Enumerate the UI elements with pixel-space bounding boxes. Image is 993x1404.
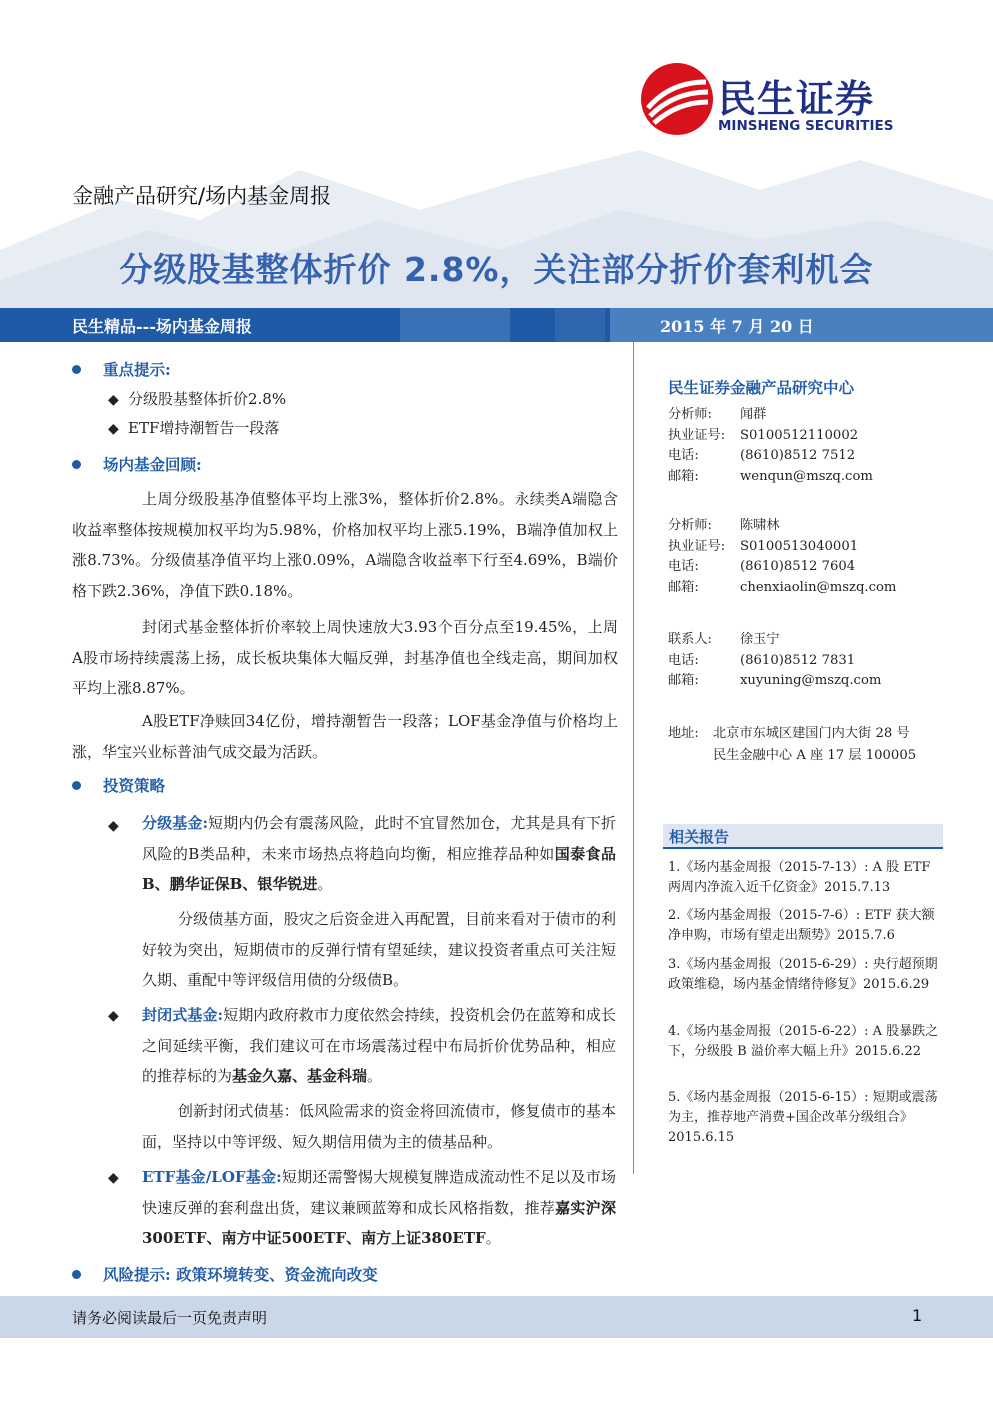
highlights-heading: 重点提示: <box>72 358 171 380</box>
related-report-item[interactable]: 1.《场内基金周报（2015-7-13）: A 股 ETF 两周内净流入近千亿资金》2015.7.13 <box>668 860 931 895</box>
analyst-email[interactable]: chenxiaolin@mszq.com <box>740 579 897 595</box>
disclaimer-note: 请务必阅读最后一页免责声明 <box>72 1309 268 1327</box>
strategy-etf-lof: ETF基金/LOF基金:短期还需警惕大规模复牌造成流动性不足以及市场快速反弹的套利盘出货，建议兼顾蓝筹和成长风格指数，推荐嘉实沪深300ETF、南方中证500ETF、南方上证380ETF。 <box>142 1168 616 1247</box>
diamond-bullet-icon: ◆ <box>108 421 119 437</box>
review-heading: 场内基金回顾: <box>72 453 202 475</box>
report-title: 分级股基整体折价 2.8%，关注部分折价套利机会 <box>119 250 874 289</box>
analyst-email[interactable]: wenqun@mszq.com <box>740 468 873 484</box>
review-paragraph-2: 封闭式基金整体折价率较上周快速放大3.93个百分点至19.45%，上周A股市场持续震荡上扬，成长板块集体大幅反弹，封基净值也全线走高，期间加权平均上涨8.87%。 <box>72 618 618 697</box>
page-number: 1 <box>912 1306 923 1325</box>
banner-series: 民生精品---场内基金周报 <box>72 317 252 336</box>
review-paragraph-1: 上周分级股基净值整体平均上涨3%，整体折价2.8%。永续类A端隐含收益率整体按规模加权平均为5.98%，价格加权平均上涨5.19%，B端净值加权上涨8.73%。分级债基净值平均上涨0.09%，A端隐含收益率下行至4.69%，B端价格下跌2.36%，净值下跌0.18%。 <box>72 490 618 600</box>
diamond-bullet-icon: ◆ <box>108 392 119 408</box>
page-footer <box>0 1296 993 1338</box>
strategy-graded-funds: 分级基金:短期内仍会有震荡风险，此时不宜冒然加仓，尤其是具有下折风险的B类品种，未来市场热点将趋向均衡，相应推荐品种如国泰食品B、鹏华证保B、银华锐进。 <box>142 814 616 893</box>
related-report-item[interactable]: 2.《场内基金周报（2015-7-6）: ETF 获大额净申购，市场有望走出颓势》2015.7.6 <box>668 908 935 943</box>
brand-name-cn: 民生证券 <box>718 77 875 121</box>
research-center: 民生证券金融产品研究中心 <box>668 378 855 397</box>
bullet-icon <box>72 1270 81 1279</box>
office-address: 地址: 北京市东城区建国门内大街 28 号 民生金融中心 A 座 17 层 100005 <box>668 726 917 763</box>
brand-name-en: MINSHENG SECURITIES <box>718 118 894 134</box>
related-report-item[interactable]: 4.《场内基金周报（2015-6-22）: A 股暴跌之下，分级股 B 溢价率大幅上升》2015.6.22 <box>668 1024 939 1059</box>
strategy-closed-bond-funds: 创新封闭式债基：低风险需求的资金将回流债市，修复债市的基本面，坚持以中等评级、短久期信用债为主的债基品种。 <box>142 1102 616 1151</box>
diamond-bullet-icon: ◆ <box>108 1170 119 1186</box>
diamond-bullet-icon: ◆ <box>108 1008 119 1024</box>
contact-email[interactable]: xuyuning@mszq.com <box>740 673 882 688</box>
logo-emblem-icon <box>640 62 714 136</box>
brand-logo <box>640 62 930 142</box>
diamond-bullet-icon: ◆ <box>108 818 119 834</box>
strategy-closed-funds: 封闭式基金:短期内政府救市力度依然会持续，投资机会仍在蓝筹和成长之间延续平衡，我们建议可在市场震荡过程中布局折价优势品种，相应的推荐标的为基金久嘉、基金科瑞。 <box>142 1006 616 1085</box>
strategy-graded-bond-funds: 分级债基方面，股灾之后资金进入再配置，目前来看对于债市的利好较为突出，短期债市的反弹行情有望延续，建议投资者重点可关注短久期、重配中等评级信用债的分级债B。 <box>142 910 616 989</box>
bullet-icon <box>72 781 81 790</box>
highlight-item: ◆ 分级股基整体折价2.8% <box>108 390 287 408</box>
related-report-item[interactable]: 3.《场内基金周报（2015-6-29）: 央行超预期政策维稳，场内基金情绪待修复》2015.6.29 <box>668 957 938 992</box>
report-date: 2015 年 7 月 20 日 <box>660 317 814 336</box>
bullet-icon <box>72 460 81 469</box>
report-category: 金融产品研究/场内基金周报 <box>72 184 332 208</box>
review-paragraph-3: A股ETF净赎回34亿份，增持潮暂告一段落；LOF基金净值与价格均上涨，华宝兴业标普油气成交最为活跃。 <box>72 712 618 761</box>
related-report-item[interactable]: 5.《场内基金周报（2015-6-15）: 短期或震荡为主，推荐地产消费+国企改革分级组合》2015.6.15 <box>668 1090 938 1145</box>
related-reports-header: 相关报告 <box>663 824 943 848</box>
column-divider <box>633 342 634 1174</box>
contact-card: 联系人: 徐玉宁 电话: (8610)8512 7831 邮箱: xuyuning@mszq.com <box>668 632 882 688</box>
related-reports-rule <box>663 847 943 849</box>
analyst-card: 分析师: 闻群 执业证号: S0100512110002 电话: (8610)8512 7512 邮箱: wenqun@mszq.com <box>668 407 873 484</box>
bullet-icon <box>72 365 81 374</box>
risk-heading: 风险提示: 政策环境转变、资金流向改变 <box>72 1263 378 1285</box>
strategy-heading: 投资策略 <box>72 774 165 796</box>
highlight-item: ◆ ETF增持潮暂告一段落 <box>108 419 280 437</box>
analyst-card: 分析师: 陈啸林 执业证号: S0100513040001 电话: (8610)8512 7604 邮箱: chenxiaolin@mszq.com <box>668 518 897 595</box>
banner-bar <box>0 308 993 342</box>
